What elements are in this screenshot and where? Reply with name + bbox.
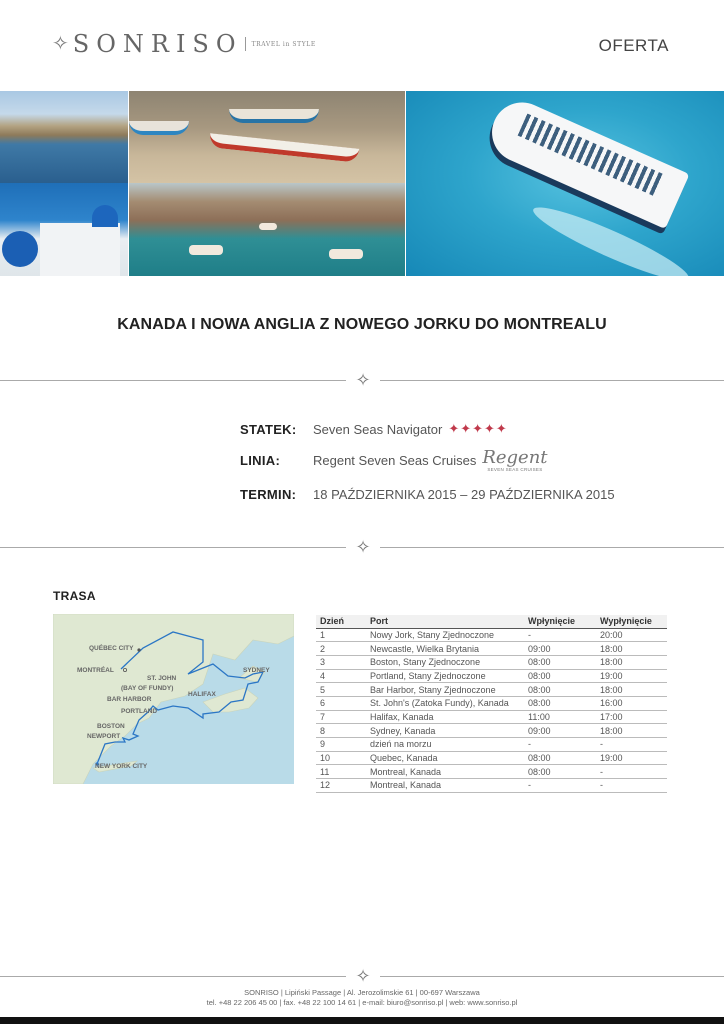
- table-row: [316, 683, 667, 697]
- table-row: [316, 779, 667, 793]
- table-row: [316, 696, 667, 710]
- cell-arrival: 08:00: [524, 696, 596, 710]
- cell-arrival: -: [524, 628, 596, 642]
- ship-row: [240, 421, 508, 437]
- cell-arrival: 08:00: [524, 669, 596, 683]
- cell-departure: 19:00: [596, 669, 667, 683]
- table-row: [316, 669, 667, 683]
- cell-day: 7: [316, 710, 366, 724]
- regent-logo: Regent SEVEN SEAS CRUISES: [482, 447, 548, 472]
- cell-day: 1: [316, 628, 366, 642]
- cell-arrival: 08:00: [524, 683, 596, 697]
- cell-day: 5: [316, 683, 366, 697]
- cell-day: 12: [316, 779, 366, 793]
- table-row: [316, 765, 667, 779]
- map-label-bar-harbor: BAR HARBOR: [107, 696, 152, 703]
- cell-arrival: 08:00: [524, 655, 596, 669]
- photo-fishing-boats: [129, 91, 405, 183]
- cell-departure: -: [596, 779, 667, 793]
- section-divider: [0, 370, 724, 390]
- cell-departure: -: [596, 765, 667, 779]
- logo-separator: [245, 37, 246, 51]
- cell-day: 3: [316, 655, 366, 669]
- footer-address: SONRISO | Lipiński Passage | Al. Jerozolimskie 61 | 00-697 Warszawa: [244, 988, 480, 997]
- route-label: TRASA: [53, 589, 96, 603]
- cell-arrival: 08:00: [524, 765, 596, 779]
- cell-departure: 20:00: [596, 628, 667, 642]
- cell-port: Boston, Stany Zjednoczone: [366, 655, 524, 669]
- route-map: [53, 614, 294, 784]
- photo-collage: [0, 91, 724, 276]
- map-label-quebec: QUÉBEC CITY: [89, 645, 134, 652]
- brand-name: SONRISO: [72, 30, 243, 58]
- column-header-day: Dzień: [316, 615, 366, 628]
- cell-departure: 16:00: [596, 696, 667, 710]
- cell-day: 2: [316, 642, 366, 656]
- map-label-stjohn: ST. JOHN: [147, 675, 177, 682]
- cruise-title: KANADA I NOWA ANGLIA Z NOWEGO JORKU DO MONTREALU: [117, 316, 607, 333]
- map-label-halifax: HALIFAX: [188, 691, 216, 698]
- cell-day: 4: [316, 669, 366, 683]
- cell-port: Halifax, Kanada: [366, 710, 524, 724]
- photo-venice-canal: [129, 183, 405, 276]
- table-header-row: [316, 615, 667, 628]
- cell-day: 11: [316, 765, 366, 779]
- page-footer: [0, 988, 724, 1008]
- compass-star-icon: ✧: [52, 33, 69, 55]
- compass-icon: ✧: [355, 370, 371, 390]
- cell-port: Quebec, Kanada: [366, 751, 524, 765]
- star-rating-icon: ✦✦✦✦✦: [448, 421, 508, 436]
- cell-departure: 18:00: [596, 724, 667, 738]
- footer-contact: tel. +48 22 206 45 00 | fax. +48 22 100 14 61 | e-mail: biuro@sonriso.pl | web: www.sonriso.pl: [206, 998, 518, 1007]
- line-label: LINIA:: [240, 453, 281, 469]
- sonriso-logo: [52, 32, 316, 56]
- offer-title: OFERTA: [598, 36, 669, 55]
- photo-santorini-domes: [0, 183, 128, 276]
- map-label-portland: PORTLAND: [121, 708, 158, 715]
- cell-day: 6: [316, 696, 366, 710]
- brand-tagline: TRAVEL in STYLE: [251, 40, 316, 48]
- table-row: [316, 710, 667, 724]
- cell-departure: -: [596, 738, 667, 752]
- cell-arrival: 09:00: [524, 724, 596, 738]
- cell-departure: 18:00: [596, 655, 667, 669]
- itinerary-table: [316, 615, 667, 793]
- map-label-montreal: MONTRÉAL: [77, 667, 114, 674]
- cell-arrival: 11:00: [524, 710, 596, 724]
- cell-port: Sydney, Kanada: [366, 724, 524, 738]
- cell-day: 9: [316, 738, 366, 752]
- cell-port: Portland, Stany Zjednoczone: [366, 669, 524, 683]
- photo-cruise-ship: [406, 91, 724, 276]
- cell-day: 8: [316, 724, 366, 738]
- line-row: [240, 449, 548, 473]
- bottom-bar: [0, 1017, 724, 1024]
- compass-icon: ✧: [355, 537, 371, 557]
- cell-port: Nowy Jork, Stany Zjednoczone: [366, 628, 524, 642]
- cell-departure: 18:00: [596, 683, 667, 697]
- cell-port: Montreal, Kanada: [366, 765, 524, 779]
- ship-value: Seven Seas Navigator: [313, 421, 443, 437]
- map-label-boston: BOSTON: [97, 723, 125, 730]
- cell-departure: 19:00: [596, 751, 667, 765]
- line-value: Regent Seven Seas Cruises: [313, 453, 477, 469]
- section-divider: [0, 537, 724, 557]
- map-label-new-york: NEW YORK CITY: [95, 763, 148, 770]
- cell-arrival: -: [524, 738, 596, 752]
- page-header: [0, 0, 724, 90]
- cell-departure: 17:00: [596, 710, 667, 724]
- table-row: [316, 724, 667, 738]
- term-label: TERMIN:: [240, 487, 297, 502]
- map-label-bay-of-fundy: (BAY OF FUNDY): [121, 685, 174, 692]
- cell-arrival: 09:00: [524, 642, 596, 656]
- table-row: [316, 751, 667, 765]
- cell-arrival: -: [524, 779, 596, 793]
- cell-port: dzień na morzu: [366, 738, 524, 752]
- table-row: [316, 655, 667, 669]
- cell-port: Newcastle, Wielka Brytania: [366, 642, 524, 656]
- table-row: [316, 628, 667, 642]
- table-row: [316, 642, 667, 656]
- term-value: 18 PAŹDZIERNIKA 2015 – 29 PAŹDZIERNIKA 2015: [313, 487, 615, 502]
- column-header-departure: Wypłynięcie: [596, 615, 667, 628]
- map-label-sydney: SYDNEY: [243, 667, 270, 674]
- cell-arrival: 08:00: [524, 751, 596, 765]
- footer-divider: [0, 966, 724, 986]
- table-row: [316, 738, 667, 752]
- column-header-arrival: Wpłynięcie: [524, 615, 596, 628]
- ship-label: STATEK:: [240, 421, 297, 437]
- photo-harbor-town: [0, 91, 128, 183]
- cell-port: Montreal, Kanada: [366, 779, 524, 793]
- term-row: [240, 487, 615, 502]
- map-label-newport: NEWPORT: [87, 733, 121, 740]
- cell-port: St. John's (Zatoka Fundy), Kanada: [366, 696, 524, 710]
- cell-port: Bar Harbor, Stany Zjednoczone: [366, 683, 524, 697]
- cell-departure: 18:00: [596, 642, 667, 656]
- compass-icon: ✧: [355, 966, 371, 986]
- column-header-port: Port: [366, 615, 524, 628]
- cell-day: 10: [316, 751, 366, 765]
